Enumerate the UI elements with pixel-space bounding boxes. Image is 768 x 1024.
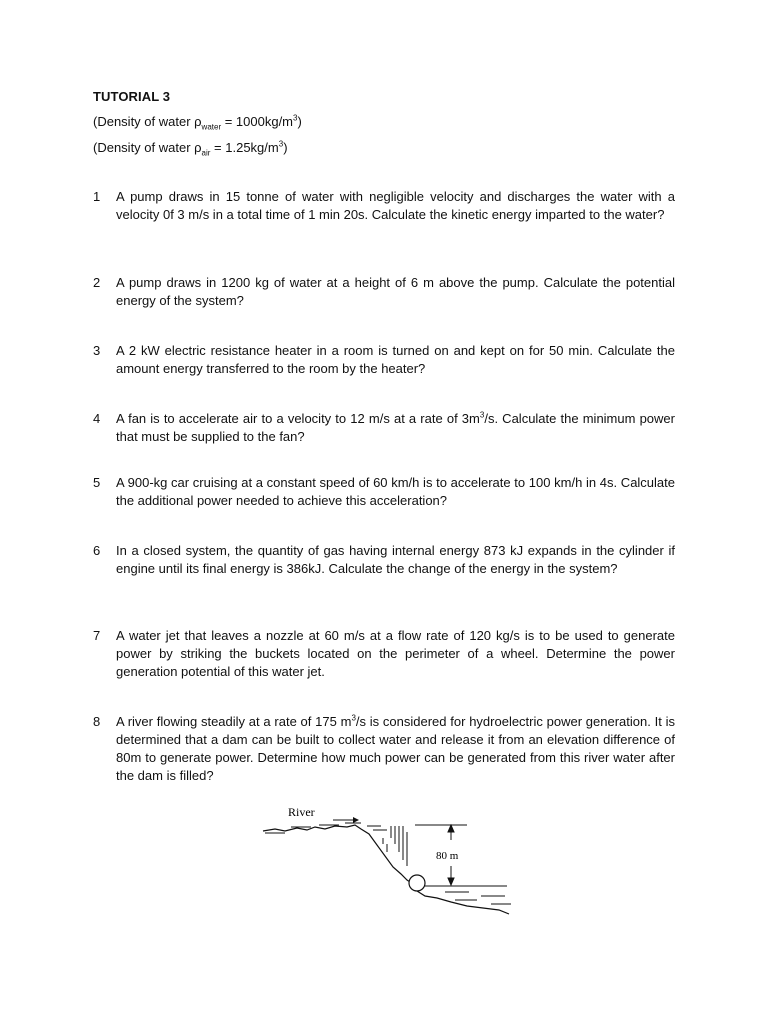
question-number: 4	[93, 411, 101, 426]
question-text-part: A river flowing steadily at a rate of 175 m	[116, 714, 352, 729]
question-text: A water jet that leaves a nozzle at 60 m/s at a flow rate of 120 kg/s is to be used to generate power by striking the buckets located on the perimeter of a wheel. Determine the power generation potential of this water jet.	[116, 628, 675, 679]
density-water-sub: water	[201, 122, 222, 132]
question-number: 5	[93, 475, 101, 490]
turbine-icon	[409, 875, 425, 891]
question-text: A 2 kW electric resistance heater in a room is turned on and kept on for 50 min. Calculate the amount energy transferred to the room by the heater?	[116, 343, 675, 376]
density-water-sup: 3	[293, 113, 298, 123]
superscript: 3	[351, 713, 356, 723]
river-label: River	[288, 805, 315, 819]
question-number: 1	[93, 189, 101, 204]
water-surface	[265, 823, 387, 833]
density-air-prefix: (Density of water ρ	[93, 140, 202, 155]
question-number: 8	[93, 714, 101, 729]
flow-arrow-icon	[333, 817, 359, 823]
density-water-prefix: (Density of water ρ	[93, 114, 202, 129]
question-text	[116, 713, 675, 785]
question-text: In a closed system, the quantity of gas having internal energy 873 kJ expands in the cylinder if engine until its final energy is 386kJ. Calculate the change of the energy in the system?	[116, 543, 675, 576]
river-bed	[263, 825, 417, 886]
height-label: 80 m	[436, 850, 459, 862]
question-text: A 900-kg car cruising at a constant speed of 60 km/h is to accelerate to 100 km/h in 4s. Calculate the additional power needed to achieve this acceleration?	[116, 475, 675, 508]
question-text-part: /s. Calculate the minimum power that must be supplied to the fan?	[116, 411, 675, 444]
question-number: 6	[93, 543, 101, 558]
density-water-suffix: )	[297, 114, 302, 129]
question-text: A pump draws in 1200 kg of water at a height of 6 m above the pump. Calculate the potential energy of the system?	[116, 275, 675, 308]
density-water-value: = 1000kg/m	[221, 114, 294, 129]
page-title: TUTORIAL 3	[93, 89, 171, 104]
downstream-bed	[417, 891, 509, 914]
question-text: A pump draws in 15 tonne of water with negligible velocity and discharges the water with a velocity 0f 3 m/s in a total time of 1 min 20s. Calculate the kinetic energy imparted to the water?	[116, 189, 675, 222]
density-water-line	[93, 113, 302, 132]
question-text-part: A fan is to accelerate air to a velocity to 12 m/s at a rate of 3m	[116, 411, 480, 426]
density-air-value: = 1.25kg/m	[210, 140, 279, 155]
dam-diagram	[255, 800, 515, 915]
density-air-sub: air	[201, 148, 211, 158]
superscript: 3	[479, 410, 485, 420]
question-number: 2	[93, 275, 101, 290]
density-air-sup: 3	[278, 139, 284, 149]
question-text	[116, 410, 675, 446]
question-number: 7	[93, 628, 101, 643]
question-text-part: /s is considered for hydroelectric power generation. It is determined that a dam can be built to collect water and release it from an elevation difference of 80m to generate power. Determine how much power can be generated from this river water after the dam is filled?	[116, 714, 675, 783]
density-air-line	[93, 139, 288, 158]
density-air-suffix: )	[283, 140, 288, 155]
downstream-water	[425, 886, 511, 904]
reservoir-hatching	[383, 826, 407, 866]
question-number: 3	[93, 343, 101, 358]
